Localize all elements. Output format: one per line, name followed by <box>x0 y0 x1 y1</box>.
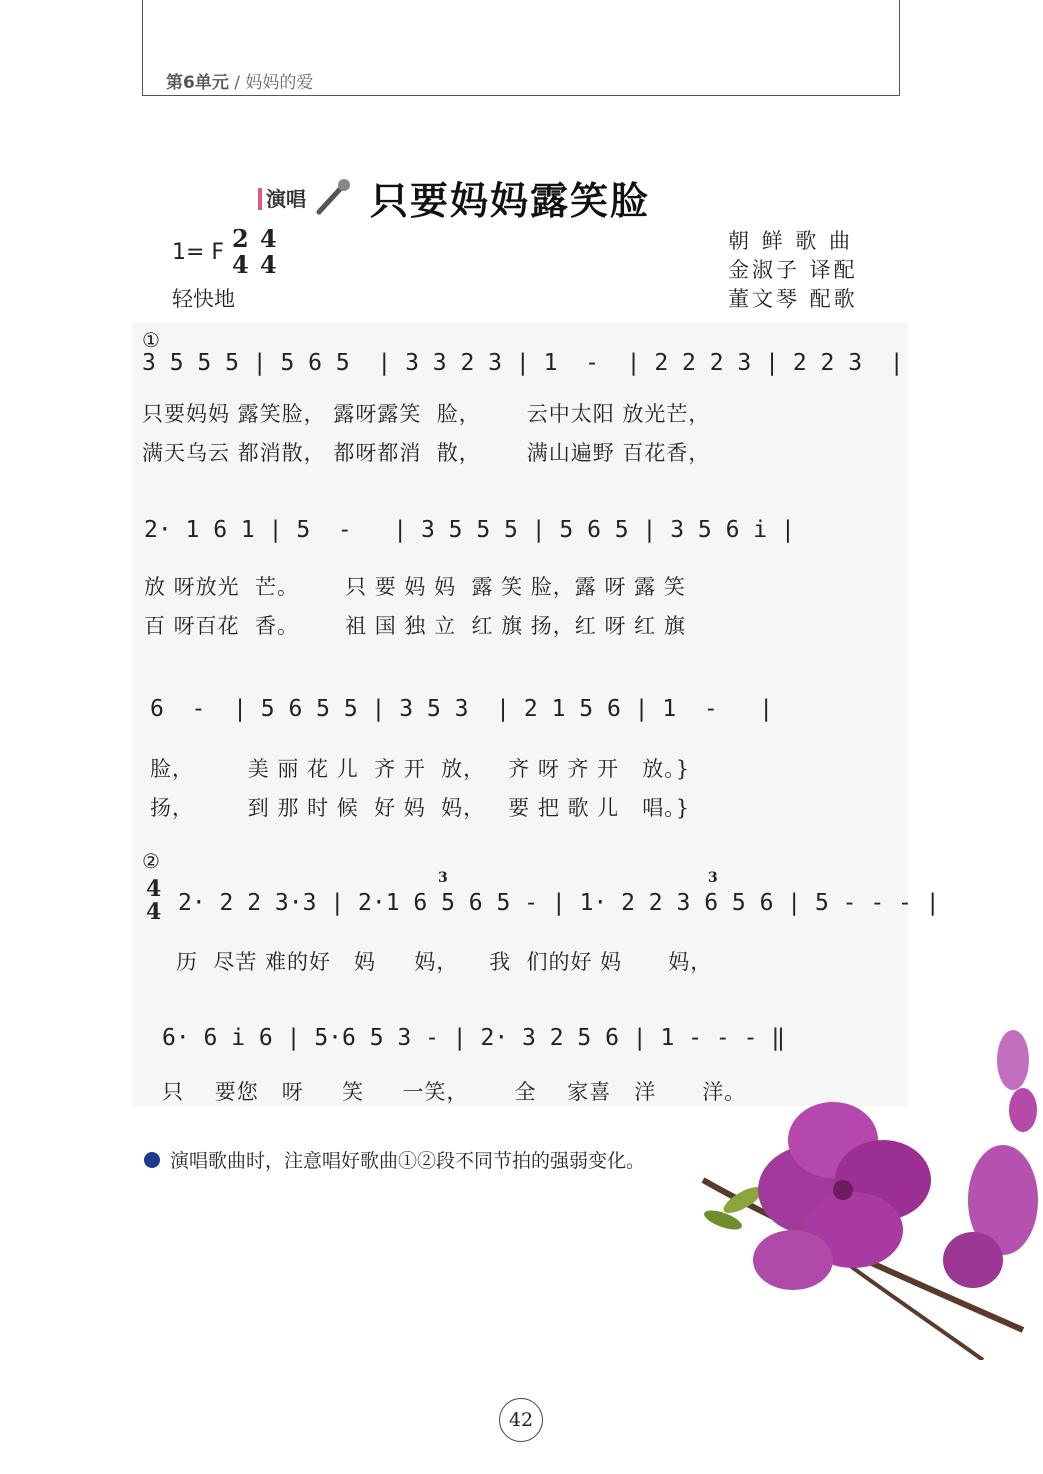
lyric-line-1b: 满天乌云 都消散， 都呀都消 散， 满山遍野 百花香， <box>142 441 711 465</box>
credit-translator: 金淑子 译配 <box>728 258 858 282</box>
unit-header <box>166 68 313 93</box>
notation-line-4: 2· 2 2 3·3 | 2·1 6 5 6 5 - | 1· 2 2 3 6 5 6 | 5 - - - | <box>178 890 940 916</box>
section-mark-2: ② <box>142 849 160 873</box>
unit-label: 第6单元 <box>166 73 229 93</box>
page-number: 42 <box>499 1398 543 1442</box>
lyric-line-1a: 只要妈妈 露笑脸， 露呀露笑 脸， 云中太阳 放光芒， <box>142 402 711 426</box>
key-signature: 1= F <box>172 240 225 265</box>
triplet-mark-1: 3 <box>438 870 448 886</box>
notation-line-3: 6 - | 5 6 5 5 | 3 5 3 | 2 1 5 6 | 1 - | <box>150 696 774 722</box>
azalea-flower-image <box>683 1030 1043 1360</box>
badge-accent-bar <box>258 188 262 210</box>
triplet-mark-2: 3 <box>708 870 718 886</box>
section-mark-1: ① <box>142 328 160 352</box>
time-signature-2-4: 2 4 <box>232 224 249 279</box>
song-title: 只要妈妈露笑脸 <box>370 178 651 223</box>
singing-badge <box>258 178 353 218</box>
lyric-line-3a: 脸， 美 丽 花 儿 齐 开 放， 齐 呀 齐 开 放。} <box>150 757 691 781</box>
lyric-line-2a: 放 呀放光 芒。 只 要 妈 妈 露 笑 脸，露 呀 露 笑 <box>144 575 686 599</box>
credit-origin: 朝 鲜 歌 曲 <box>728 229 854 253</box>
lyric-line-2b: 百 呀百花 香。 祖 国 独 立 红 旗 扬，红 呀 红 旗 <box>144 614 686 638</box>
notation-line-5: 6· 6 i 6 | 5·6 5 3 - | 2· 3 2 5 6 | 1 - - - ‖ <box>162 1025 786 1051</box>
tempo-marking: 轻快地 <box>172 287 235 311</box>
time-signature-section2: 4 4 <box>146 876 162 925</box>
unit-topic: 妈妈的爱 <box>245 73 314 93</box>
lyric-line-4: 历 尽苦 难的好 妈 妈， 我 们的好 妈 妈， <box>176 950 713 974</box>
lyric-line-5: 只 要您 呀 笑 一笑， 全 家喜 洋 洋。 <box>162 1080 747 1104</box>
performance-note <box>144 1146 645 1173</box>
notation-line-1: 3 5 5 5 | 5 6 5 | 3 3 2 3 | 1 - | 2 2 2 3 | 2 2 3 | <box>142 350 904 376</box>
header-separator: / <box>234 73 240 93</box>
microphone-icon <box>313 178 353 218</box>
credit-lyricist: 董文琴 配歌 <box>728 287 858 311</box>
badge-label: 演唱 <box>266 187 306 211</box>
performance-note-text: 演唱歌曲时，注意唱好歌曲①②段不同节拍的强弱变化。 <box>170 1150 646 1172</box>
time-signature-4-4: 4 4 <box>260 224 277 279</box>
notation-line-2: 2· 1 6 1 | 5 - | 3 5 5 5 | 5 6 5 | 3 5 6 i | <box>144 517 795 543</box>
bullet-icon <box>144 1152 160 1168</box>
lyric-line-3b: 扬， 到 那 时 候 好 妈 妈， 要 把 歌 儿 唱。} <box>150 796 691 820</box>
